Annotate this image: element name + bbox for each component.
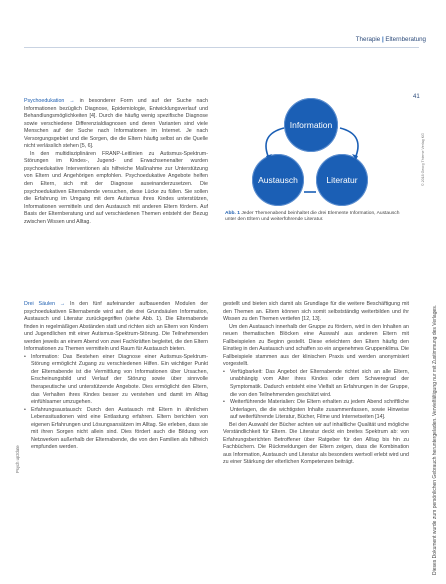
caption-text: Jeder Themenabend beinhaltet die drei Elemente Information, Austausch unter den Eltern und weiterführende Literatur. bbox=[225, 211, 400, 223]
bullet-list bbox=[223, 369, 409, 422]
section-intro bbox=[24, 301, 208, 354]
figure-caption bbox=[225, 211, 405, 223]
list-item: • Verfügbarkeit: Das Angebot der Elternabende richtet sich an alle Eltern, unabhängig vom Alter ihres Kindes oder dem Schweregrad der Symptomatik. Dadurch entsteht eine Vielfalt an Erfahrungen in der Gruppe, die von den Teilnehmenden geschätzt wird. bbox=[223, 369, 409, 399]
download-notice-vertical: Dieses Dokument wurde zum persönlichen Gebrauch heruntergeladen. Vervielfältigung nur mit Zustimmung des Verlages. bbox=[432, 304, 438, 575]
intro-text: in besonderer Form und auf der Suche nach Informationen bezüglich Diagnose, Epidemiologie, Entwicklungsverlauf und Behandlungsmöglichkeiten [4]. Durch die häufig wenig spezifische Diagnose sowie verschiedene Differenzialdiagnosen und deren Varianten sind viele Menschen auf der Suche nach Informationen im Internet. Je nach Versorgungsgebiet und die Sorgen, die die Eltern häufig selbst an die Quelle nicht verlässlich stehen [5, 6]. bbox=[24, 98, 208, 150]
list-item: • Erfahrungsaustausch: Durch den Austausch mit Eltern in ähnlichen Lebenssituationen wird eine Entlastung erfahren. Eltern berichten von eigenen Erfahrungen und Lösungsansätzen im Alltag. Sie erleben, dass sie mit ihren Sorgen nicht allein sind. Dies fördert auch die Bildung von Netzwerken außerhalb der Elternabende, die von den Familien als hilfreich empfunden werden. bbox=[24, 407, 208, 452]
running-header bbox=[316, 36, 426, 43]
bullet-list bbox=[24, 354, 208, 452]
bottom-right-column bbox=[223, 301, 409, 467]
paragraph: Um den Austausch innerhalb der Gruppe zu fördern, wird in den Inhalten an neuen thematischen Blöcken eine Auswahl aus anderen Eltern mit Fallbeispielen zu Beginn gestellt. Diese erleichtern den Eltern häufig den Einstieg in den Austausch und schaffen so ein angenehmes Gruppenklima. Die Fallbeispiele stammen aus der klinischen Praxis und werden anonymisiert vorgestellt. bbox=[223, 323, 409, 368]
intro-keyword: Psychoedukation bbox=[24, 98, 65, 104]
journal-name-vertical: Psych up2date bbox=[15, 445, 20, 473]
copyright-vertical: © 2018 Georg Thieme Verlag KG bbox=[421, 133, 425, 186]
arrow-icon bbox=[340, 128, 358, 156]
header-rule bbox=[24, 47, 419, 48]
diagram-node-information: Information bbox=[284, 98, 338, 152]
header-separator: | bbox=[381, 36, 384, 43]
paragraph: In den multidisziplinären FRANP-Leitlinien zu Autismus-Spektrum-Störungen im Kindes-, Jugend- und Erwachsenenalter wurden psychoedukative Interventionen als hilfreiche Maßnahme zur Unterstützung von Eltern und Angehörigen empfohlen. Psychoedukative Angebote helfen den Eltern, sich mit der Diagnose auseinanderzusetzen. Die psychoedukativen Elternabende versuchen, diese Lücke zu füllen. Sie sollen die Erfahrung im Umgang mit dem Autismus ihres Kindes unterstützen, Informationen vermitteln und den Austausch mit anderen Eltern fördern. Auf Basis der Elternberatung und auf verschiedenen Themen entsteht der Bezug zwischen Wissen und Alltag. bbox=[24, 150, 208, 225]
arrow-icon bbox=[266, 128, 284, 156]
section-text: In den fünf aufeinander aufbauenden Modulen der psychoedukativen Elternabende wird auf die drei Grundsäulen Information, Austausch und Literatur zurückgegriffen (siehe Abb. 1). Die Elternabende finden in regelmäßigen Abständen statt und richten sich an Eltern von Kindern und Jugendlichen mit einer Autismus-Spektrum-Störung. Die Teilnehmenden werden jeweils an einem Abend von zwei Fachkräften begleitet, die den Eltern Informationen zu Themen vermitteln und Raum für Austausch bieten. bbox=[24, 301, 208, 353]
caption-label: Abb. 1 bbox=[225, 211, 240, 216]
bottom-left-column bbox=[24, 301, 208, 452]
arrow-icon: → bbox=[59, 301, 66, 307]
list-item: • Weiterführende Materialien: Die Eltern erhalten zu jedem Abend schriftliche Unterlagen, die die wichtigsten Inhalte zusammenfassen, sowie Hinweise auf weiterführende Literatur, Bücher, Filme und Internetseiten [14]. bbox=[223, 399, 409, 422]
paragraph: gestellt und bieten sich damit als Grundlage für die weitere Beschäftigung mit den Themen an. Eltern können sich somit selbstständig weiterbilden und ihr Wissen zu den Themen vertiefen [12, 13]. bbox=[223, 301, 409, 323]
paragraph: Bei den Auswahl der Bücher achten wir auf inhaltliche Qualität und mögliche Verständlichkeit für Eltern. Die Literatur deckt ein breites Spektrum ab: von Erfahrungsberichten Betroffener über Ratgeber für den Alltag bis hin zu Fachbüchern. Die Rückmeldungen der Eltern zeigen, dass die Kombination aus Information, Austausch und Literatur als besonders wertvoll erlebt wird und zu einer Stärkung der elterlichen Kompetenzen beiträgt. bbox=[223, 421, 409, 466]
cycle-arrows bbox=[228, 98, 408, 206]
top-left-column bbox=[24, 98, 208, 226]
header-section: Therapie bbox=[355, 36, 381, 43]
header-topic: Elternberatung bbox=[385, 36, 426, 43]
intro-paragraph bbox=[24, 98, 208, 151]
diagram-node-literatur: Literatur bbox=[316, 154, 368, 206]
diagram-node-austausch: Austausch bbox=[252, 154, 304, 206]
three-pillars-diagram bbox=[228, 98, 408, 206]
section-keyword: Drei Säulen bbox=[24, 301, 56, 307]
arrow-icon: → bbox=[69, 98, 75, 104]
list-item: • Information: Das Bestehen einer Diagnose einer Autismus-Spektrum-Störung ermöglicht Zugang zu verschiedenen Hilfen. Ein wichtiger Punkt der Elternabende ist die Vermittlung von Informationen über Ursachen, Erscheinungsbild und Verlauf der Störung sowie über sinnvolle therapeutische und unterstützende Angebote. Dies ermöglicht den Eltern, das Verhalten ihres Kindes besser zu verstehen und damit im Alltag einfühlsamer umzugehen. bbox=[24, 354, 208, 407]
page-number: 41 bbox=[413, 94, 420, 100]
